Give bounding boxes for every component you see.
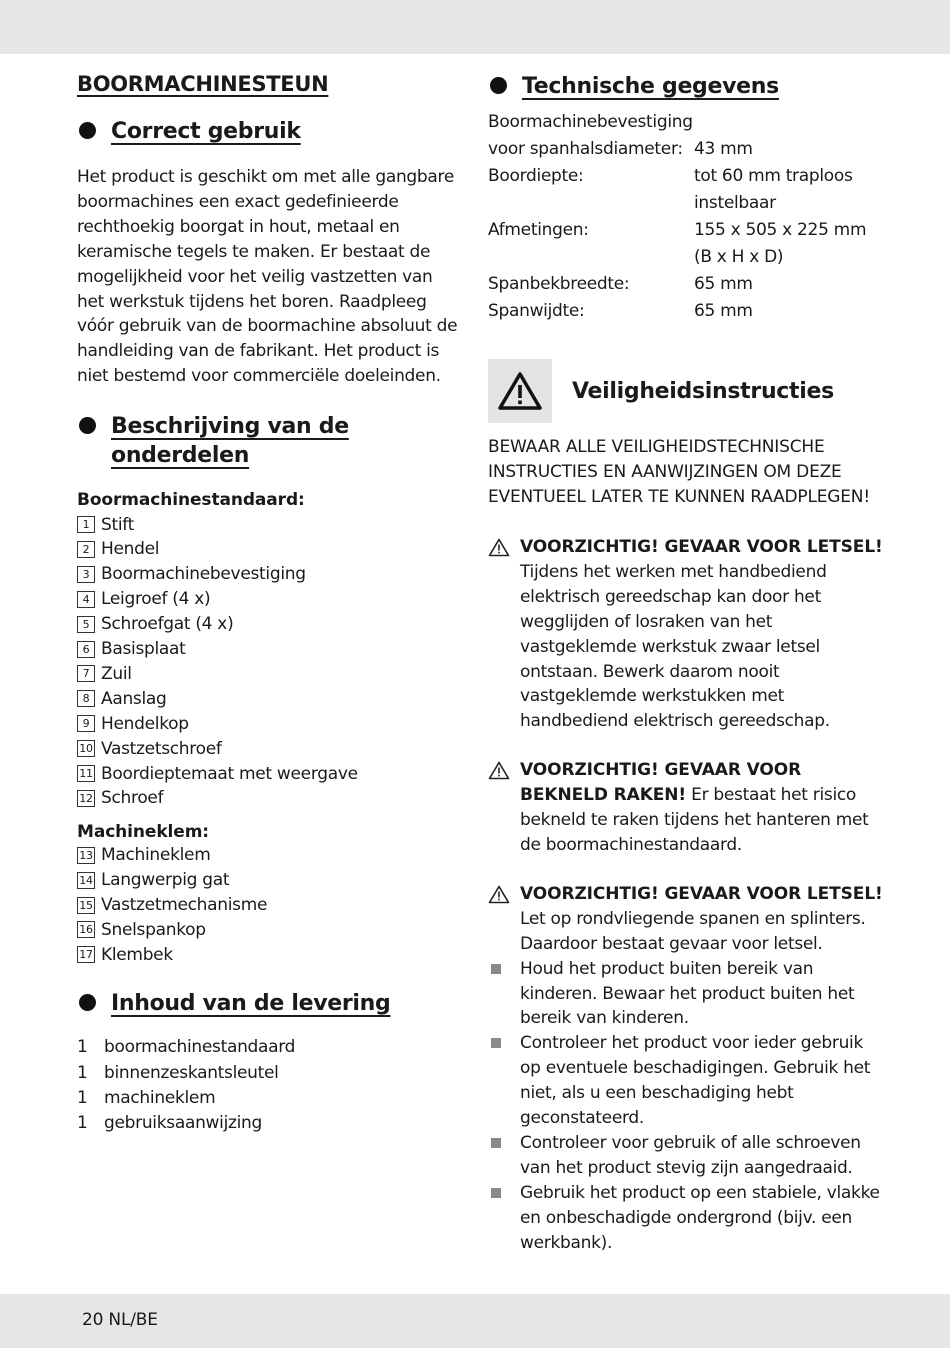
delivery-qty: 1 — [77, 1087, 88, 1108]
delivery-qty: 1 — [77, 1062, 88, 1083]
part-item — [77, 786, 462, 811]
part-label: Klembek — [101, 944, 173, 965]
part-label: Boordieptemaat met weergave — [101, 763, 358, 784]
part-label: Schroef — [101, 788, 164, 809]
part-item — [77, 893, 462, 918]
page-number: 20 NL/BE — [82, 1310, 158, 1330]
bullet-text: Controleer voor gebruik of alle schroeven van het product stevig zijn aangedraaid. — [520, 1132, 861, 1178]
part-number: 13 — [77, 847, 95, 864]
part-item — [77, 512, 462, 537]
part-label: Vastzetschroef — [101, 738, 222, 759]
part-number: 6 — [77, 641, 95, 658]
part-label: Aanslag — [101, 688, 167, 709]
warning-body: Er bestaat het risico bekneld te raken tijdens het hanteren met de boormachinestandaard. — [520, 785, 869, 855]
part-number: 8 — [77, 690, 95, 707]
part-item — [77, 918, 462, 943]
spec-key: voor spanhalsdiameter: — [488, 139, 683, 159]
part-label: Leigroef (4 x) — [101, 589, 211, 610]
spec-value: 65 mm — [694, 274, 753, 294]
caution-icon — [488, 882, 520, 957]
group1-title: Boormachinestandaard: — [77, 490, 305, 511]
part-number: 1 — [77, 516, 95, 533]
square-bullet-icon — [488, 1131, 520, 1181]
delivery-item — [77, 1086, 462, 1111]
delivery-item — [77, 1061, 462, 1086]
spec-value — [694, 109, 883, 136]
safety-heading: Veiligheidsinstructies — [488, 359, 883, 423]
part-item — [77, 711, 462, 736]
parts-list-stand — [77, 512, 462, 811]
top-band — [0, 0, 950, 54]
left-column — [77, 70, 462, 1136]
delivery-label: boormachinestandaard — [104, 1037, 296, 1058]
spec-key — [488, 244, 694, 271]
part-number: 7 — [77, 665, 95, 682]
warning-title: VOORZICHTIG! GEVAAR VOOR LETSEL! — [520, 537, 883, 557]
part-item — [77, 612, 462, 637]
part-item — [77, 637, 462, 662]
part-item — [77, 537, 462, 562]
part-item — [77, 686, 462, 711]
part-number: 11 — [77, 765, 95, 782]
delivery-label: machineklem — [104, 1087, 216, 1108]
bullet-dot-icon — [79, 994, 96, 1011]
caution-icon — [488, 758, 520, 858]
part-number: 15 — [77, 897, 95, 914]
spec-value: 65 mm — [694, 301, 753, 321]
warning-item — [488, 535, 883, 734]
spec-row — [488, 190, 883, 217]
spec-value: (B x H x D) — [694, 247, 784, 267]
part-label: Hendel — [101, 539, 160, 560]
part-label: Stift — [101, 514, 135, 535]
bullet-text: Houd het product buiten bereik van kinderen. Bewaar het product buiten het bereik van kinderen. — [520, 958, 855, 1029]
spec-key: Spanbekbreedte: — [488, 274, 630, 294]
square-bullet-mark — [491, 1138, 501, 1148]
spec-key: Boordiepte: — [488, 166, 584, 186]
part-number: 9 — [77, 715, 95, 732]
part-number: 4 — [77, 591, 95, 608]
part-number: 17 — [77, 946, 95, 963]
spec-row — [488, 217, 883, 244]
part-item — [77, 868, 462, 893]
safety-intro: BEWAAR ALLE VEILIGHEIDSTECHNISCHE INSTRUCTIES EN AANWIJZINGEN OM DEZE EVENTUEEL LATER TE KUNNEN RAADPLEGEN! — [488, 437, 870, 507]
part-item — [77, 736, 462, 761]
delivery-qty: 1 — [77, 1037, 88, 1058]
warning-title: VOORZICHTIG! GEVAAR VOOR LETSEL! — [520, 883, 883, 904]
bullet-dot-icon — [79, 122, 96, 139]
part-item — [77, 843, 462, 868]
square-bullet-icon — [488, 957, 520, 1032]
bullet-dot-icon — [490, 77, 507, 94]
spec-row — [488, 244, 883, 271]
part-number: 10 — [77, 740, 95, 757]
right-column — [488, 70, 883, 1255]
part-number: 14 — [77, 872, 95, 889]
delivery-qty: 1 — [77, 1113, 88, 1134]
safety-bullet — [488, 957, 883, 1032]
part-label: Langwerpig gat — [101, 870, 230, 891]
correct-use-text: Het product is geschikt om met alle gangbare boormachines een exact gedefinieerde rechthoekig boorgat in hout, metaal en keramische tegels te maken. Er bestaat de mogelijkheid voor het veilig vastzetten van het werkstuk tijdens het boren. Raadpleeg vóór gebruik van de boormachine absoluut de handleiding van de fabrikant. Het product is niet bestemd voor commerciële doeleinden. — [77, 167, 458, 387]
parts-list-clamp — [77, 843, 462, 967]
bullet-text: Controleer het product voor ieder gebruik op eventuele beschadigingen. Gebruik het niet, als u een beschadiging hebt geconstateerd. — [520, 1033, 871, 1129]
parts-heading: Beschrijving van de onderdelen — [77, 412, 462, 470]
spec-row — [488, 271, 883, 298]
specs-heading: Technische gegevens — [488, 72, 883, 101]
warning-triangle-icon — [488, 359, 552, 423]
warning-text — [520, 535, 883, 734]
part-label: Machineklem — [101, 845, 211, 866]
part-label: Snelspankop — [101, 919, 206, 940]
part-item — [77, 662, 462, 687]
warning-body: Tijdens het werken met handbediend elektrisch gereedschap kan door het wegglijden of losraken van het vastgeklemde werkstuk zwaar letsel ontstaan. Bewerk daarom nooit vastgeklemde werkstukken met handbediend elektrisch gereedschap. — [520, 561, 830, 732]
safety-bullet — [488, 1031, 883, 1131]
warning-body: Let op rondvliegende spanen en splinters. Daardoor bestaat gevaar voor letsel. — [520, 908, 866, 954]
square-bullet-mark — [491, 1038, 501, 1048]
square-bullet-icon — [488, 1181, 520, 1256]
part-item — [77, 562, 462, 587]
part-label: Basisplaat — [101, 639, 186, 660]
spec-key: Boormachinebevestiging — [488, 112, 693, 132]
safety-bullet — [488, 1131, 883, 1181]
part-label: Hendelkop — [101, 713, 189, 734]
warning-text — [520, 882, 883, 957]
warning-title: VOORZICHTIG! GEVAAR VOOR BEKNELD RAKEN! — [520, 760, 802, 806]
spec-row — [488, 298, 883, 325]
part-label: Zuil — [101, 663, 132, 684]
square-bullet-icon — [488, 1031, 520, 1131]
delivery-item — [77, 1111, 462, 1136]
part-number: 5 — [77, 616, 95, 633]
part-item — [77, 761, 462, 786]
part-number: 3 — [77, 566, 95, 583]
warning-text — [520, 758, 883, 858]
part-item — [77, 942, 462, 967]
square-bullet-mark — [491, 964, 501, 974]
spec-value: tot 60 mm traploos — [694, 166, 853, 186]
spec-key: Afmetingen: — [488, 220, 589, 240]
part-label: Schroefgat (4 x) — [101, 614, 234, 635]
part-number: 2 — [77, 541, 95, 558]
spec-row — [488, 163, 883, 190]
square-bullet-mark — [491, 1188, 501, 1198]
caution-icon — [488, 535, 520, 734]
delivery-item — [77, 1035, 462, 1060]
spec-row — [488, 136, 883, 163]
page-title: BOORMACHINESTEUN — [77, 72, 329, 96]
spec-value: 43 mm — [694, 139, 753, 159]
spec-row — [488, 109, 883, 136]
safety-bullets — [488, 957, 883, 1256]
delivery-heading: Inhoud van de levering — [77, 989, 462, 1018]
bullet-dot-icon — [79, 417, 96, 434]
correct-use-heading: Correct gebruik — [77, 117, 462, 146]
part-label: Boormachinebevestiging — [101, 564, 306, 585]
group2-title: Machineklem: — [77, 821, 210, 842]
part-label: Vastzetmechanisme — [101, 895, 268, 916]
spec-value: 155 x 505 x 225 mm — [694, 220, 867, 240]
delivery-label: gebruiksaanwijzing — [104, 1113, 263, 1134]
bullet-text: Gebruik het product op een stabiele, vlakke en onbeschadigde ondergrond (bijv. een werkbank). — [520, 1182, 880, 1253]
spec-key — [488, 190, 694, 217]
warning-item — [488, 758, 883, 858]
specs-table — [488, 109, 883, 325]
warning-item — [488, 882, 883, 957]
warnings-list — [488, 535, 883, 957]
part-item — [77, 587, 462, 612]
safety-bullet — [488, 1181, 883, 1256]
delivery-label: binnenzeskantsleutel — [104, 1062, 279, 1083]
spec-value: instelbaar — [694, 193, 776, 213]
part-number: 16 — [77, 921, 95, 938]
delivery-list — [77, 1035, 462, 1136]
spec-key: Spanwijdte: — [488, 301, 585, 321]
part-number: 12 — [77, 790, 95, 807]
